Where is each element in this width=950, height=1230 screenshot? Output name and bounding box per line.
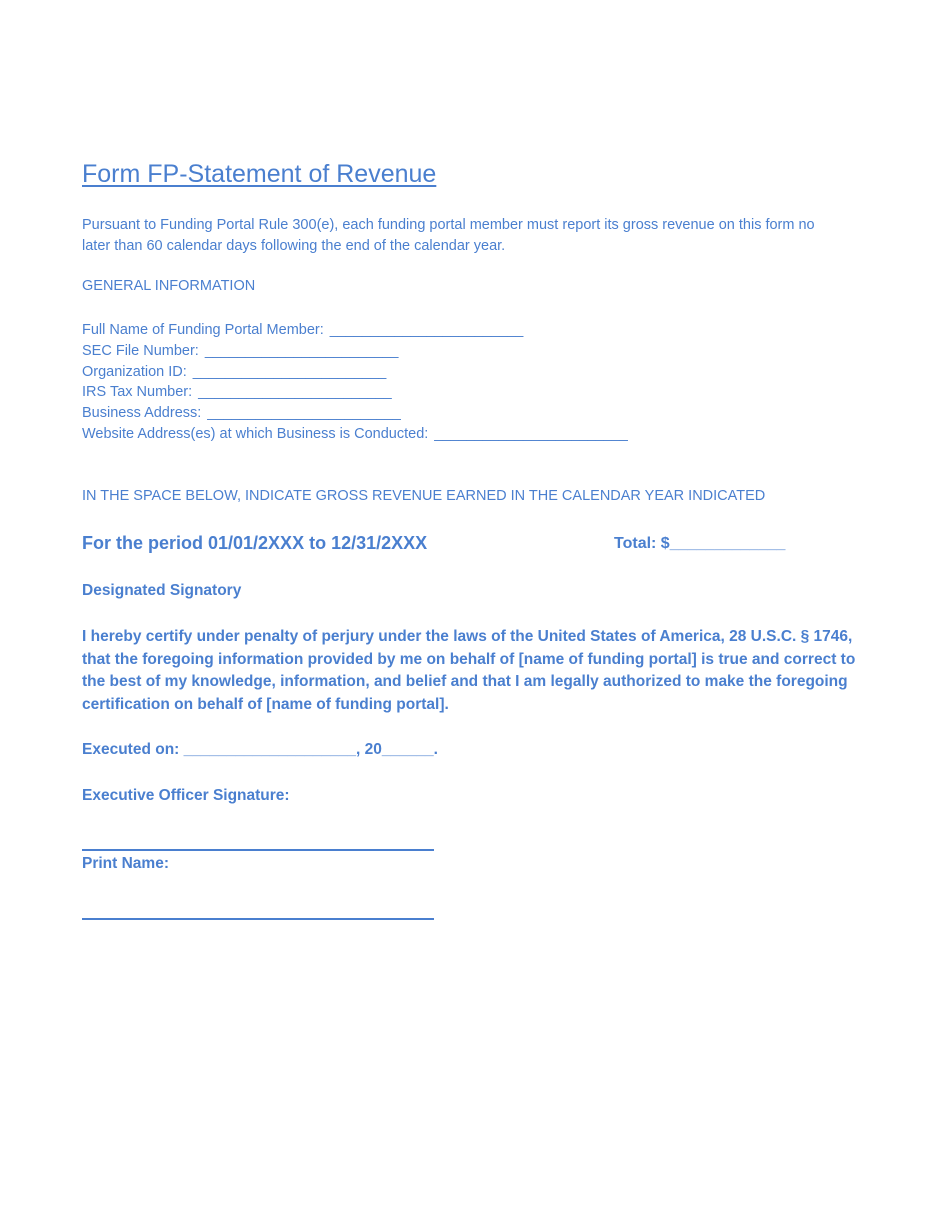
field-organization-id [82,362,628,383]
executed-on-field[interactable]: Executed on: ____________________, 20______. [82,741,438,758]
field-label: SEC File Number: [82,342,199,359]
field-sec-file-number [82,341,628,362]
field-blank[interactable]: ________________________ [204,342,399,359]
form-title: Form FP-Statement of Revenue [82,160,437,188]
field-blank[interactable]: ________________________ [192,363,387,380]
field-blank[interactable]: ________________________ [434,425,628,442]
field-business-address [82,403,628,424]
certification-statement: I hereby certify under penalty of perjury under the laws of the United States of America, 28 U.S.C. § 1746, that the foregoing information provided by me on behalf of [name of funding portal] is true and correct to the best of my knowledge, information, and belief and that I am legally authorized to make the foregoing certification on behalf of [name of funding portal]. [82,628,856,714]
designated-signatory-heading: Designated Signatory [82,582,242,599]
print-name-line[interactable] [82,918,434,920]
print-name-label: Print Name: [82,855,169,872]
field-label: Full Name of Funding Portal Member: [82,322,324,338]
field-website-addresses [82,424,628,445]
field-label: Website Address(es) at which Business is Conducted: [82,425,429,442]
field-full-name [82,320,628,341]
field-blank[interactable]: ________________________ [198,384,392,401]
total-revenue-field[interactable]: Total: $_____________ [614,535,786,552]
field-blank[interactable]: ________________________ [207,405,401,422]
field-irs-tax-number [82,382,628,403]
general-information-fields [82,320,628,445]
executive-signature-label: Executive Officer Signature: [82,787,290,804]
gross-revenue-instruction: IN THE SPACE BELOW, INDICATE GROSS REVENUE EARNED IN THE CALENDAR YEAR INDICATED [82,488,766,504]
field-blank[interactable]: ________________________ [329,322,524,338]
field-label: IRS Tax Number: [82,384,193,401]
field-label: Organization ID: [82,363,187,380]
signature-line[interactable] [82,849,434,851]
general-information-heading: GENERAL INFORMATION [82,278,256,294]
field-label: Business Address: [82,405,202,422]
reporting-period: For the period 01/01/2XXX to 12/31/2XXX [82,533,428,553]
intro-paragraph: Pursuant to Funding Portal Rule 300(e), each funding portal member must report its gross revenue on this form no later than 60 calendar days following the end of the calendar year. [82,217,815,254]
